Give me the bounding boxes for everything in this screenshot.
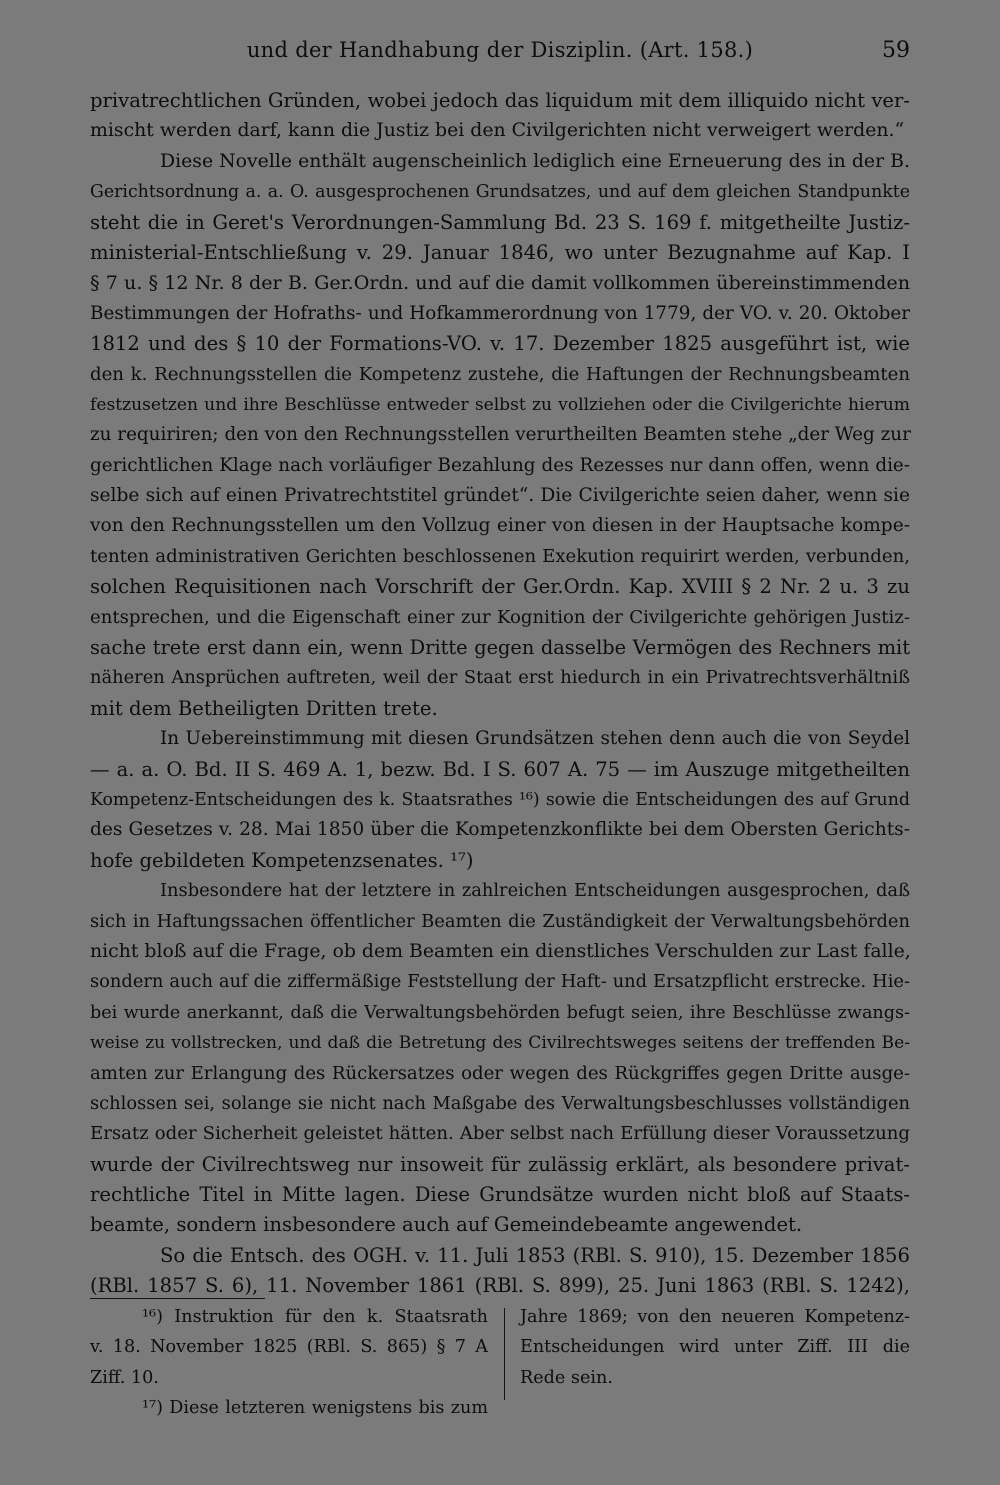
footnote-line: Entscheidungen wird unter Ziff. III die xyxy=(520,1337,910,1358)
text-line: solchen Requisitionen nach Vorschrift der Ger.Ordn. Kap. XVIII § 2 Nr. 2 u. 3 zu xyxy=(90,575,910,599)
text-line: (RBl. 1857 S. 6), 11. November 1861 (RBl. S. 899), 25. Juni 1863 (RBl. S. 1242), xyxy=(90,1274,910,1298)
text-line: entsprechen, und die Eigenschaft einer zur Kognition der Civilgerichte gehörigen Justiz- xyxy=(90,606,910,628)
text-line: weise zu vollstrecken, und daß die Betretung des Civilrechtsweges seitens der treffenden Be- xyxy=(90,1033,910,1054)
text-line: des Gesetzes v. 28. Mai 1850 über die Kompetenzkonflikte bei dem Obersten Gerichts- xyxy=(90,819,910,841)
text-line: sich in Haftungssachen öffentlicher Beamten die Zuständigkeit der Verwaltungsbehörden xyxy=(90,910,910,932)
text-line: So die Entsch. des OGH. v. 11. Juli 1853 (RBl. S. 910), 15. Dezember 1856 xyxy=(160,1243,910,1267)
text-line: beamte, sondern insbesondere auch auf Gemeindebeamte angewendet. xyxy=(90,1213,803,1237)
page-number: 59 xyxy=(882,38,910,63)
text-line: tenten administrativen Gerichten beschlossenen Exekution requirirt werden, verbunden, xyxy=(90,545,910,567)
text-line: privatrechtlichen Gründen, wobei jedoch das liquidum mit dem illiquido nicht ver- xyxy=(90,89,910,112)
text-line: steht die in Geret's Verordnungen-Sammlung Bd. 23 S. 169 f. mitgetheilte Justiz- xyxy=(90,210,910,234)
text-line: In Uebereinstimmung mit diesen Grundsätzen stehen denn auch die von Seydel xyxy=(160,728,910,750)
text-line: 1812 und des § 10 der Formations-VO. v. 17. Dezember 1825 ausgeführt ist, wie xyxy=(90,332,910,356)
footnote-line: Ziff. 10. xyxy=(90,1367,159,1388)
text-line: den k. Rechnungsstellen die Kompetenz zustehe, die Haftungen der Rechnungsbeamten xyxy=(90,363,910,385)
text-line: schlossen sei, solange sie nicht nach Maßgabe des Verwaltungsbeschlusses vollständigen xyxy=(90,1092,910,1114)
text-line: gerichtlichen Klage nach vorläufiger Bezahlung des Rezesses nur dann offen, wenn die- xyxy=(90,454,910,476)
footnote-line: v. 18. November 1825 (RBl. S. 865) § 7 A xyxy=(90,1337,488,1358)
text-line: von den Rechnungsstellen um den Vollzug einer von diesen in der Hauptsache kompe- xyxy=(90,515,910,537)
footnote-column-right xyxy=(520,1304,910,1395)
text-line: Gerichtsordnung a. a. O. ausgesprochenen Grundsatzes, und auf dem gleichen Standpunkte xyxy=(90,182,910,203)
text-line: bei wurde anerkannt, daß die Verwaltungsbehörden befugt seien, ihre Beschlüsse zwangs- xyxy=(90,1002,910,1023)
text-line: nicht bloß auf die Frage, ob dem Beamten ein dienstliches Verschulden zur Last falle, xyxy=(90,940,911,962)
text-line: rechtliche Titel in Mitte lagen. Diese Grundsätze wurden nicht bloß auf Staats- xyxy=(90,1183,910,1207)
running-title: und der Handhabung der Disziplin. (Art. 158.) xyxy=(246,38,754,62)
text-line: Bestimmungen der Hofraths- und Hofkammerordnung von 1779, der VO. v. 20. Oktober xyxy=(90,302,910,324)
text-line: Insbesondere hat der letztere in zahlreichen Entscheidungen ausgesprochen, daß xyxy=(160,880,910,902)
text-line: zu requiriren; den von den Rechnungsstellen verurtheilten Beamten stehe „der Weg zur xyxy=(90,424,911,446)
text-line: — a. a. O. Bd. II S. 469 A. 1, bezw. Bd. I S. 607 A. 75 — im Auszuge mitgetheilten xyxy=(90,757,910,781)
footnote-line: Rede sein. xyxy=(520,1367,613,1388)
text-line: mischt werden darf, kann die Justiz bei den Civilgerichten nicht verweigert werden.“ xyxy=(90,120,905,142)
main-text-block xyxy=(90,86,910,1302)
text-line: ministerial-Entschließung v. 29. Januar 1846, wo unter Bezugnahme auf Kap. I xyxy=(90,240,910,264)
footnote-line: Jahre 1869; von den neueren Kompetenz- xyxy=(520,1307,910,1327)
text-line: Kompetenz-Entscheidungen des k. Staatsrathes ¹⁶) sowie die Entscheidungen des auf Grund xyxy=(90,789,910,810)
text-line: hofe gebildeten Kompetenzsenates. ¹⁷) xyxy=(90,848,474,872)
text-line: selbe sich auf einen Privatrechtstitel gründet“. Die Civilgerichte seien daher, wenn sie xyxy=(90,485,910,507)
text-line: wurde der Civilrechtsweg nur insoweit für zulässig erklärt, als besondere privat- xyxy=(90,1152,910,1176)
text-line: Ersatz oder Sicherheit geleistet hätten. Aber selbst nach Erfüllung dieser Voraussetzung xyxy=(90,1123,910,1145)
running-head xyxy=(90,38,910,68)
footnote-line: ¹⁷) Diese letzteren wenigstens bis zum xyxy=(142,1398,488,1419)
footnote-column-divider xyxy=(504,1308,505,1400)
text-line: sache trete erst dann ein, wenn Dritte gegen dasselbe Vermögen des Rechners mit xyxy=(90,636,910,660)
footnote-line: ¹⁶) Instruktion für den k. Staatsrath xyxy=(142,1307,488,1327)
text-line: mit dem Betheiligten Dritten trete. xyxy=(90,696,438,720)
text-line: festzusetzen und ihre Beschlüsse entweder selbst zu vollziehen oder die Civilgerichte hierum xyxy=(90,394,910,415)
footnote-column-left xyxy=(90,1304,488,1426)
text-line: sondern auch auf die ziffermäßige Feststellung der Haft- und Ersatzpflicht erstrecke. Hie- xyxy=(90,971,910,993)
footnotes xyxy=(90,1304,910,1419)
text-line: Diese Novelle enthält augenscheinlich lediglich eine Erneuerung des in der B. xyxy=(160,150,910,172)
text-line: § 7 u. § 12 Nr. 8 der B. Ger.Ordn. und auf die damit vollkommen übereinstimmenden xyxy=(90,271,910,295)
footnote-rule xyxy=(90,1298,265,1299)
text-line: amten zur Erlangung des Rückersatzes oder wegen des Rückgriffes gegen Dritte ausge- xyxy=(90,1062,910,1084)
text-line: näheren Ansprüchen auftreten, weil der Staat erst hiedurch in ein Privatrechtsverhältniß xyxy=(90,667,910,689)
